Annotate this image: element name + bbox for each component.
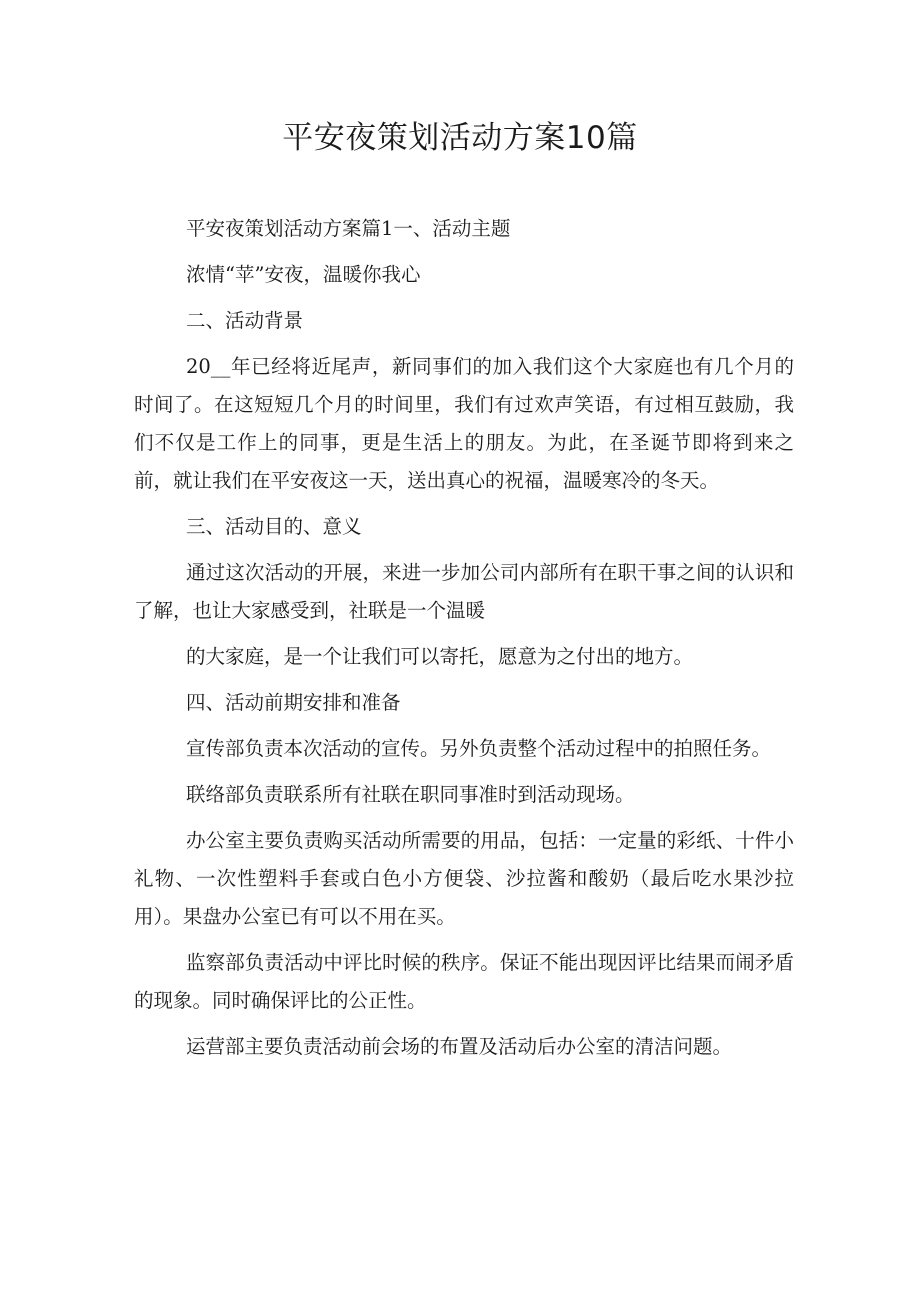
paragraph-liaison-dept: 联络部负责联系所有社联在职同事准时到活动现场。 [186,783,635,806]
document-body [134,210,794,1074]
paragraph-preparation-heading: 四、活动前期安排和准备 [186,691,401,714]
paragraph-background-text: 20__年已经将近尾声，新同事们的加入我们这个大家庭也有几个月的时间了。在这短短几个月的时间里，我们有过欢声笑语，有过相互鼓励，我们不仅是工作上的同事，更是生活上的朋友。为此，在圣诞节即将到来之前，就让我们在平安夜这一天，送出真心的祝福，温暖寒冷的冬天。 [134,355,794,492]
paragraph-purpose-text-continued: 的大家庭，是一个让我们可以寄托，愿意为之付出的地方。 [186,645,694,668]
paragraph-supervision-dept: 监察部负责活动中评比时候的秩序。保证不能出现因评比结果而闹矛盾的现象。同时确保评比的公正性。 [134,951,794,1012]
paragraph-purpose-text: 通过这次活动的开展，来进一步加公司内部所有在职干事之间的认识和了解，也让大家感受到，社联是一个温暖 [134,561,794,622]
paragraph-office-dept: 办公室主要负责购买活动所需要的用品，包括：一定量的彩纸、十件小礼物、一次性塑料手套或白色小方便袋、沙拉酱和酸奶（最后吃水果沙拉用）。果盘办公室已有可以不用在买。 [134,829,794,928]
paragraph-background-heading: 二、活动背景 [186,309,304,332]
paragraph-purpose-heading: 三、活动目的、意义 [186,515,362,538]
paragraph-publicity-dept: 宣传部负责本次活动的宣传。另外负责整个活动过程中的拍照任务。 [186,737,772,760]
document-title: 平安夜策划活动方案10篇 [282,120,638,156]
paragraph-section-1-heading: 平安夜策划活动方案篇1一、活动主题 [186,217,511,240]
paragraph-operations-dept: 运营部主要负责活动前会场的布置及活动后办公室的清洁问题。 [186,1035,733,1058]
paragraph-theme: 浓情“苹”安夜，温暖你我心 [186,263,421,286]
